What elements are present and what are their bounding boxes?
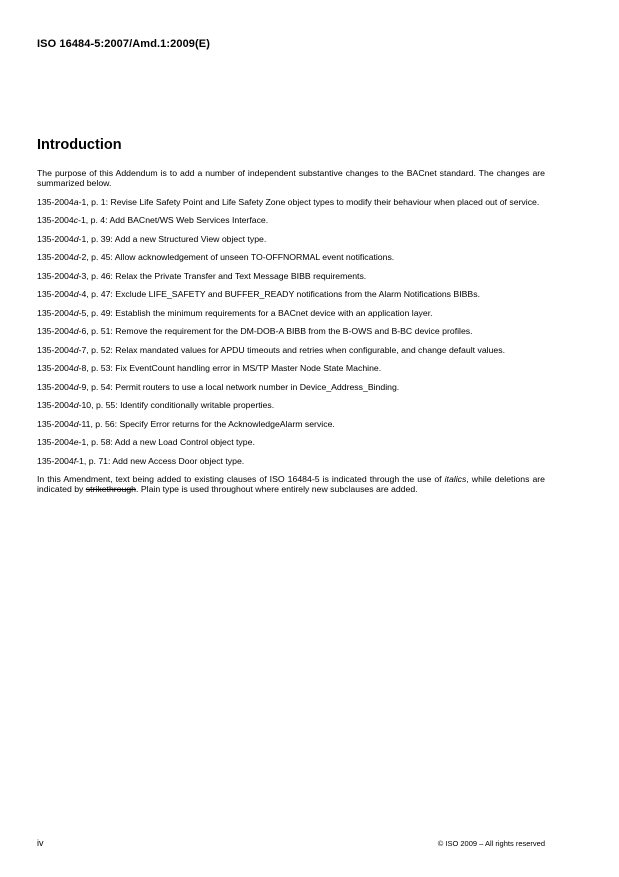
copyright-notice: © ISO 2009 – All rights reserved — [437, 839, 545, 848]
strikethrough-example: strikethrough — [85, 484, 137, 495]
italics-example: italics — [444, 474, 467, 485]
document-body — [37, 168, 545, 503]
change-item: 135-2004e-1, p. 58: Add a new Load Control object type. — [37, 437, 255, 448]
change-item: 135-2004c-1, p. 4: Add BACnet/WS Web Services Interface. — [37, 215, 269, 226]
change-item: 135-2004d-7, p. 52: Relax mandated values for APDU timeouts and retries when configurable, and change default values. — [37, 344, 506, 355]
intro-paragraph: The purpose of this Addendum is to add a number of independent substantive changes to the BACnet standard. The changes are summarized below. — [37, 168, 545, 189]
change-item: 135-2004d-10, p. 55: Identify conditionally writable properties. — [37, 400, 275, 411]
section-title: Introduction — [37, 137, 122, 153]
change-item: 135-2004d-11, p. 56: Specify Error returns for the AcknowledgeAlarm service. — [37, 418, 335, 429]
document-id: ISO 16484-5:2007/Amd.1:2009(E) — [37, 38, 210, 50]
change-item: 135-2004d-9, p. 54: Permit routers to use a local network number in Device_Address_Binding. — [37, 381, 400, 392]
change-item: 135-2004d-5, p. 49: Establish the minimum requirements for a BACnet device with an application layer. — [37, 307, 433, 318]
change-item: 135-2004f-1, p. 71: Add new Access Door object type. — [37, 455, 245, 466]
page-number: iv — [37, 838, 44, 848]
change-item: 135-2004d-8, p. 53: Fix EventCount handling error in MS/TP Master Node State Machine. — [37, 363, 382, 374]
change-item: 135-2004d-4, p. 47: Exclude LIFE_SAFETY and BUFFER_READY notifications from the Alarm Notifications BIBBs. — [37, 289, 480, 300]
change-item: 135-2004a-1, p. 1: Revise Life Safety Point and Life Safety Zone object types to modify their behaviour when placed out of service. — [37, 196, 540, 207]
change-item: 135-2004d-3, p. 46: Relax the Private Transfer and Text Message BIBB requirements. — [37, 270, 367, 281]
change-item: 135-2004d-1, p. 39: Add a new Structured View object type. — [37, 233, 267, 244]
change-list — [37, 197, 545, 466]
change-item: 135-2004d-6, p. 51: Remove the requirement for the DM-DOB-A BIBB from the B-OWS and B-BC device profiles. — [37, 326, 473, 337]
change-item: 135-2004d-2, p. 45: Allow acknowledgement of unseen TO-OFFNORMAL event notifications. — [37, 252, 395, 263]
closing-paragraph: In this Amendment, text being added to existing clauses of ISO 16484-5 is indicated through the use of italics, while deletions are indicated by strikethrough. Plain type is used throughout where entirely new subclauses are added. — [37, 474, 545, 495]
